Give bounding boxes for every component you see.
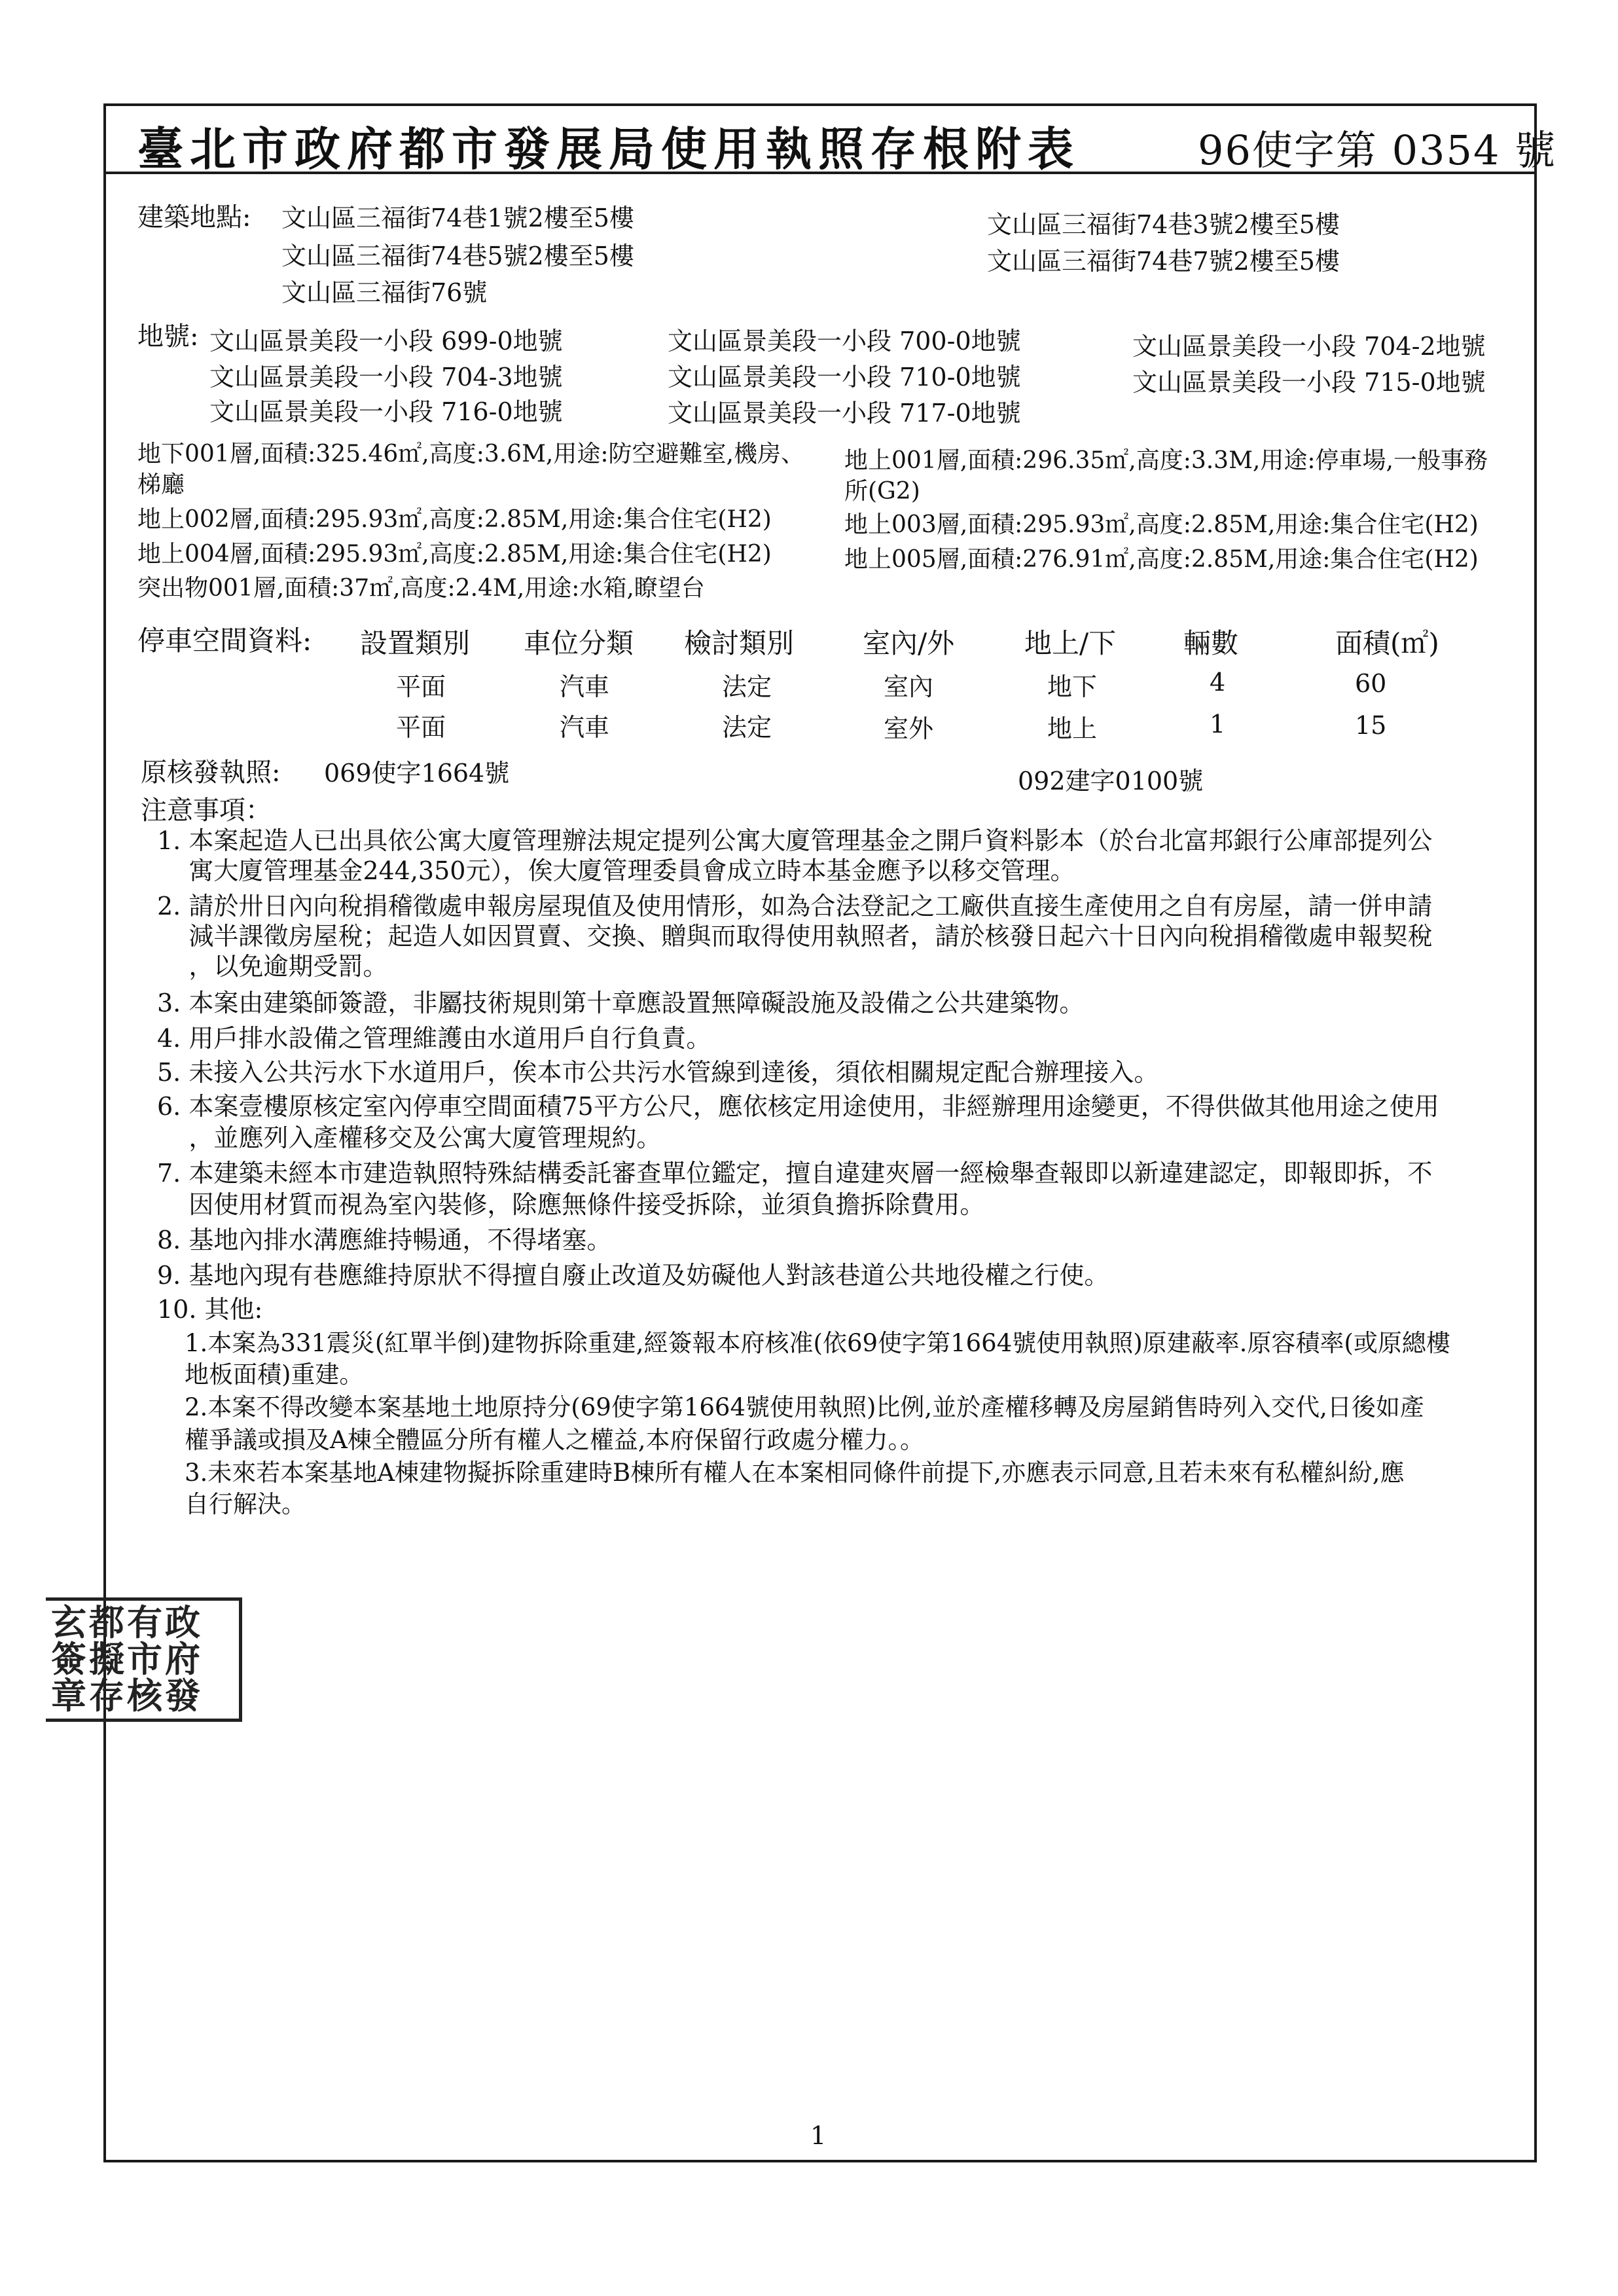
note-line: 8. 基地內排水溝應維持暢通，不得堵塞。 — [157, 1226, 612, 1254]
lot-number: 文山區景美段一小段 704-2地號 — [1132, 332, 1486, 361]
floor-info: 地上005層,面積:276.91㎡,高度:2.85M,用途:集合住宅(H2) — [844, 546, 1479, 573]
note-line: 減半課徵房屋稅；起造人如因買賣、交換、贈與而取得使用執照者，請於核發日起六十日內向稅捐稽徵處申報契稅 — [157, 922, 1433, 951]
page-number: 1 — [810, 2121, 827, 2150]
document-title: 臺北市政府都市發展局使用執照存根附表 — [137, 122, 1080, 176]
floor-info: 地上001層,面積:296.35㎡,高度:3.3M,用途:停車場,一般事務 — [844, 447, 1488, 474]
parking-cell: 平面 — [396, 672, 446, 701]
floor-info: 地下001層,面積:325.46㎡,高度:3.6M,用途:防空避難室,機房、 — [137, 441, 804, 467]
note-line: ，以免逾期受罰。 — [157, 952, 388, 981]
lot-number: 文山區景美段一小段 716-0地號 — [209, 397, 563, 426]
parking-header: 地上/下 — [1024, 627, 1117, 659]
note-line: 3. 本案由建築師簽證，非屬技術規則第十章應設置無障礙設施及設備之公共建築物。 — [157, 989, 1085, 1017]
parking-cell: 室內 — [884, 672, 934, 701]
lot-number: 文山區景美段一小段 699-0地號 — [209, 327, 563, 355]
floor-info: 梯廳 — [137, 471, 185, 498]
seal-row: 章存核發 — [51, 1675, 203, 1717]
other-note-line: 權爭議或損及A棟全體區分所有權人之權益,本府保留行政處分權力。。 — [185, 1426, 924, 1454]
original-license-label: 原核發執照: — [141, 757, 281, 788]
note-line: 1. 本案起造人已出具依公寓大廈管理辦法規定提列公寓大廈管理基金之開戶資料影本（於台北富邦銀行公庫部提列公 — [157, 826, 1433, 855]
note-line: 6. 本案壹樓原核定室內停車空間面積75平方公尺，應依核定用途使用，非經辦理用途變更，不得供做其他用途之使用 — [157, 1092, 1439, 1121]
lot-number: 文山區景美段一小段 700-0地號 — [668, 327, 1021, 355]
note-line: 4. 用戶排水設備之管理維護由水道用戶自行負責。 — [157, 1024, 711, 1053]
location-address: 文山區三福街74巷3號2樓至5樓 — [987, 210, 1340, 239]
parking-cell: 法定 — [722, 713, 772, 742]
lot-number: 文山區景美段一小段 704-3地號 — [209, 363, 563, 392]
seal-row: 簽擬市府 — [51, 1639, 203, 1680]
floor-info: 地上004層,面積:295.93㎡,高度:2.85M,用途:集合住宅(H2) — [137, 541, 772, 568]
floor-info: 所(G2) — [844, 478, 920, 505]
parking-header: 車位分類 — [524, 627, 634, 659]
parking-header: 檢討類別 — [684, 627, 795, 659]
note-line: 2. 請於卅日內向稅捐稽徵處申報房屋現值及使用情形，如為合法登記之工廠供直接生產使用之自有房屋，請一併申請 — [157, 892, 1433, 920]
floor-info: 地上003層,面積:295.93㎡,高度:2.85M,用途:集合住宅(H2) — [844, 511, 1479, 538]
official-seal-stamp — [46, 1597, 242, 1722]
parking-label: 停車空間資料: — [137, 625, 312, 657]
lots-label: 地號: — [137, 321, 199, 352]
note-line: 10. 其他: — [157, 1295, 263, 1324]
other-note-line: 自行解決。 — [185, 1490, 306, 1518]
parking-cell: 1 — [1210, 710, 1226, 738]
note-line: ，並應列入產權移交及公寓大廈管理規約。 — [157, 1123, 662, 1152]
parking-header: 面積(㎡) — [1335, 627, 1439, 659]
location-label: 建築地點: — [137, 202, 251, 232]
notes-label: 注意事項： — [141, 795, 272, 826]
note-line: 7. 本建築未經本市建造執照特殊結構委託審查單位鑑定，擅自違建夾層一經檢舉查報即以新違建認定，即報即拆，不 — [157, 1159, 1433, 1188]
permit-number: 96使字第 0354 號 — [1198, 126, 1557, 174]
parking-cell: 地上 — [1047, 714, 1098, 743]
parking-cell: 平面 — [396, 713, 446, 742]
floor-info: 突出物001層,面積:37㎡,高度:2.4M,用途:水箱,瞭望台 — [137, 575, 705, 602]
lot-number: 文山區景美段一小段 717-0地號 — [668, 399, 1021, 428]
seal-row: 玄都有政 — [51, 1602, 203, 1643]
lot-number: 文山區景美段一小段 715-0地號 — [1132, 368, 1486, 397]
parking-cell: 汽車 — [560, 672, 610, 701]
other-note-line: 2.本案不得改變本案基地土地原持分(69使字第1664號使用執照)比例,並於產權移轉及房屋銷售時列入交代,日後如產 — [185, 1393, 1424, 1421]
other-note-line: 3.未來若本案基地A棟建物擬拆除重建時B棟所有權人在本案相同條件前提下,亦應表示同意,且若未來有私權糾紛,應 — [185, 1459, 1405, 1487]
note-line: 9. 基地內現有巷應維持原狀不得擅自廢止改道及妨礙他人對該巷道公共地役權之行使。 — [157, 1261, 1109, 1290]
other-note-line: 1.本案為331震災(紅單半倒)建物拆除重建,經簽報本府核准(依69使字第1664號使用執照)原建蔽率.原容積率(或原總樓 — [185, 1329, 1450, 1357]
other-note-line: 地板面積)重建。 — [185, 1360, 364, 1389]
parking-cell: 法定 — [722, 672, 772, 701]
original-license-number: 069使字1664號 — [324, 759, 510, 788]
note-line: 5. 未接入公共污水下水道用戶，俟本市公共污水管線到達後，須依相關規定配合辦理接入。 — [157, 1058, 1159, 1087]
parking-cell: 15 — [1355, 711, 1387, 740]
parking-cell: 60 — [1355, 669, 1387, 698]
original-license-number: 092建字0100號 — [1018, 767, 1204, 795]
parking-cell: 汽車 — [560, 713, 610, 742]
parking-header: 設置類別 — [360, 627, 471, 659]
location-address: 文山區三福街76號 — [281, 278, 488, 307]
location-address: 文山區三福街74巷7號2樓至5樓 — [987, 247, 1340, 276]
lot-number: 文山區景美段一小段 710-0地號 — [668, 363, 1021, 392]
parking-header: 室內/外 — [863, 627, 955, 659]
floor-info: 地上002層,面積:295.93㎡,高度:2.85M,用途:集合住宅(H2) — [137, 506, 772, 533]
parking-header: 輛數 — [1183, 627, 1239, 659]
parking-cell: 室外 — [884, 714, 934, 743]
note-line: 因使用材質而視為室內裝修，除應無條件接受拆除，並須負擔拆除費用。 — [157, 1190, 985, 1219]
note-line: 寓大廈管理基金244,350元），俟大廈管理委員會成立時本基金應予以移交管理。 — [157, 856, 1075, 885]
location-address: 文山區三福街74巷1號2樓至5樓 — [281, 204, 634, 232]
parking-cell: 4 — [1210, 668, 1226, 697]
location-address: 文山區三福街74巷5號2樓至5樓 — [281, 242, 634, 270]
parking-cell: 地下 — [1047, 672, 1098, 701]
